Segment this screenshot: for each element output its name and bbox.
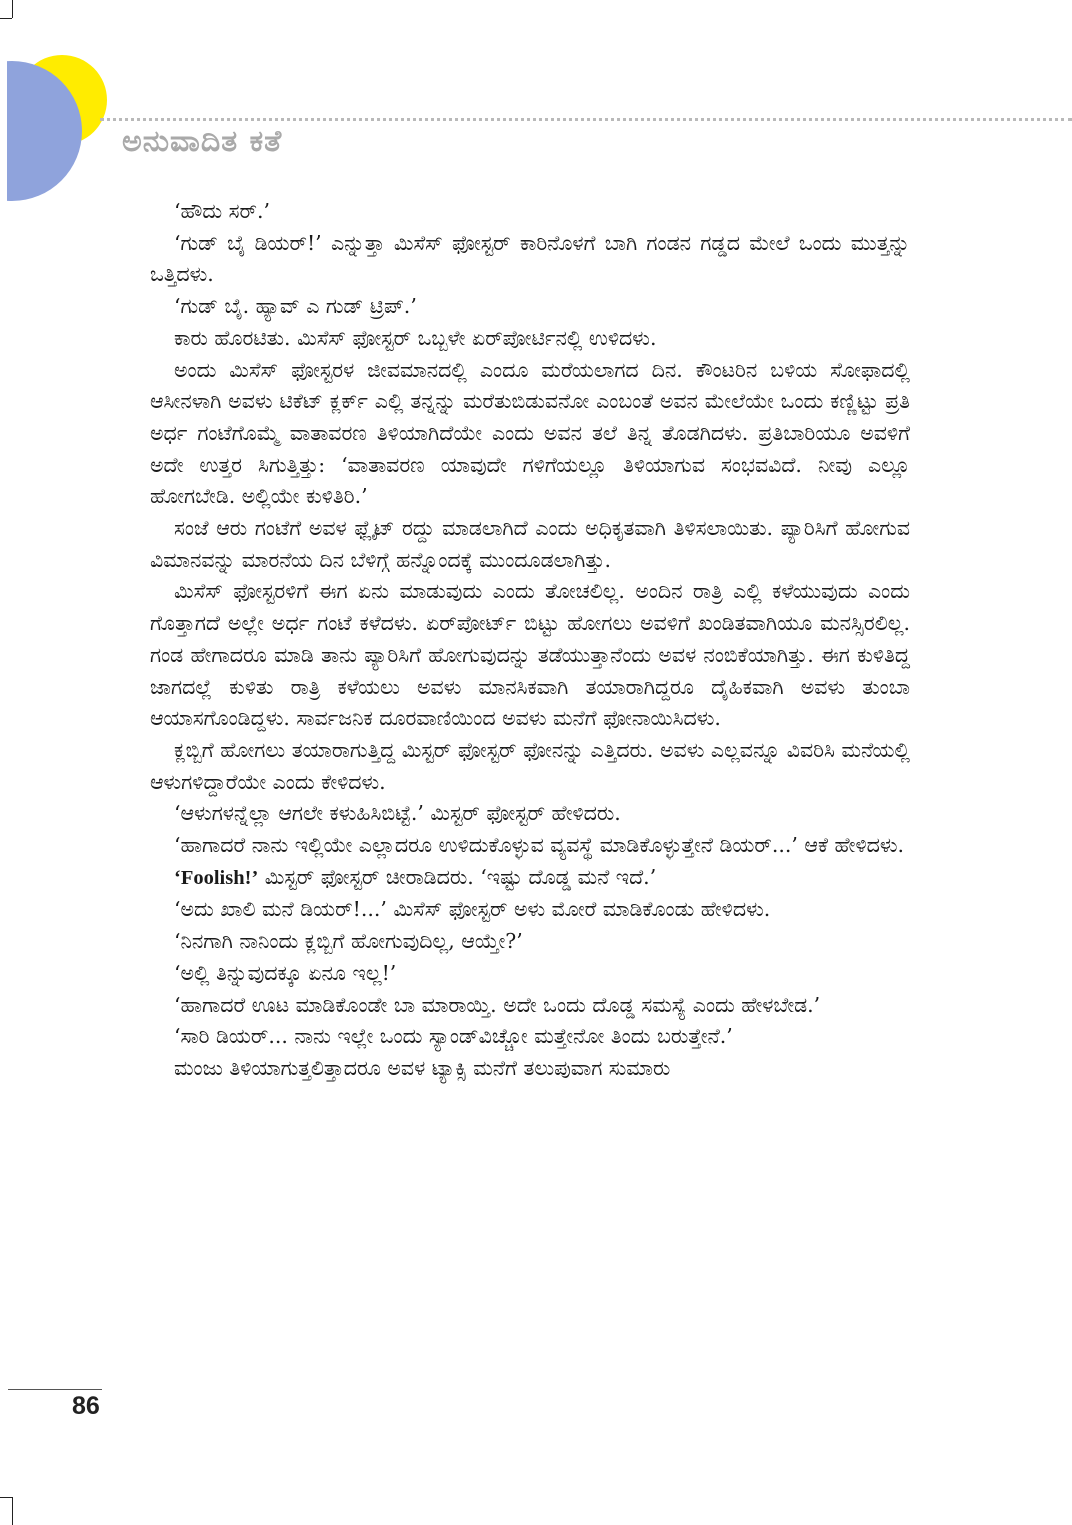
page-number: 86	[72, 1392, 100, 1420]
header-dotted-rule	[100, 118, 1072, 121]
crop-mark-bottom-vertical	[12, 1497, 13, 1525]
page-number-rule	[8, 1389, 102, 1390]
paragraph: ‘ಹಾಗಾದರೆ ಊಟ ಮಾಡಿಕೊಂಡೇ ಬಾ ಮಾರಾಯ್ತಿ. ಅದೇ ಒಂದು ದೊಡ್ಡ ಸಮಸ್ಯೆ ಎಂದು ಹೇಳಬೇಡ.’	[174, 992, 821, 1017]
paragraph: ‘ಆಳುಗಳನ್ನೆಲ್ಲಾ ಆಗಲೇ ಕಳುಹಿಸಿಬಿಟ್ಟೆ.’ ಮಿಸ್ಟರ್ ಫೋಸ್ಟರ್ ಹೇಳಿದರು.	[174, 801, 621, 826]
paragraph: ‘ಗುಡ್ ಬೈ ಡಿಯರ್!’ ಎನ್ನುತ್ತಾ ಮಿಸೆಸ್ ಫೋಸ್ಟರ್ ಕಾರಿನೊಳಗೆ ಬಾಗಿ ಗಂಡನ ಗಡ್ಡದ ಮೇಲೆ ಒಂದು ಮುತ್ತನ್ನು ಒತ್ತಿದಳು.	[150, 230, 910, 287]
paragraph: ಕಾರು ಹೊರಟಿತು. ಮಿಸೆಸ್ ಫೋಸ್ಟರ್ ಒಬ್ಬಳೇ ಏರ್‌ಪೋರ್ಟಿನಲ್ಲಿ ಉಳಿದಳು.	[174, 325, 657, 350]
paragraph: ‘ಸಾರಿ ಡಿಯರ್... ನಾನು ಇಲ್ಲೇ ಒಂದು ಸ್ಯಾಂಡ್‌ವಿಚ್ಚೋ ಮತ್ತೇನೋ ತಿಂದು ಬರುತ್ತೇನೆ.’	[174, 1024, 733, 1049]
foolish-line-rest: ಮಿಸ್ಟರ್ ಫೋಸ್ಟರ್ ಚೀರಾಡಿದರು. ‘ಇಷ್ಟು ದೊಡ್ಡ ಮನೆ ಇದೆ.’	[258, 864, 657, 889]
paragraph: ‘ಗುಡ್ ಬೈ. ಹ್ಯಾವ್ ಎ ಗುಡ್ ಟ್ರಿಪ್.’	[174, 294, 417, 319]
paragraph: ಅಂದು ಮಿಸೆಸ್ ಫೋಸ್ಟರಳ ಜೀವಮಾನದಲ್ಲಿ ಎಂದೂ ಮರೆಯಲಾಗದ ದಿನ. ಕೌಂಟರಿನ ಬಳಿಯ ಸೋಫಾದಲ್ಲಿ ಆಸೀನಳಾಗಿ ಅವಳು ಟಿಕೆಟ್ ಕ್ಲರ್ಕ್ ಎಲ್ಲಿ ತನ್ನನ್ನು ಮರೆತುಬಿಡುವನೋ ಎಂಬಂತೆ ಅವನ ಮೇಲೆಯೇ ಒಂದು ಕಣ್ಣಿಟ್ಟು ಪ್ರತಿ ಅರ್ಧ ಗಂಟೆಗೊಮ್ಮೆ ವಾತಾವರಣ ತಿಳಿಯಾಗಿದೆಯೇ ಎಂದು ಅವನ ತಲೆ ತಿನ್ನ ತೊಡಗಿದಳು. ಪ್ರತಿಬಾರಿಯೂ ಅವಳಿಗೆ ಅದೇ ಉತ್ತರ ಸಿಗುತ್ತಿತ್ತು: ‘ವಾತಾವರಣ ಯಾವುದೇ ಗಳಿಗೆಯಲ್ಲೂ ತಿಳಿಯಾಗುವ ಸಂಭವವಿದೆ. ನೀವು ಎಲ್ಲೂ ಹೋಗಬೇಡಿ. ಅಲ್ಲಿಯೇ ಕುಳಿತಿರಿ.’	[150, 357, 910, 509]
story-text	[150, 196, 910, 1085]
foolish-word: ‘Foolish!’	[174, 866, 259, 889]
paragraph: ‘ಹಾಗಾದರೆ ನಾನು ಇಲ್ಲಿಯೇ ಎಲ್ಲಾದರೂ ಉಳಿದುಕೊಳ್ಳುವ ವ್ಯವಸ್ಥೆ ಮಾಡಿಕೊಳ್ಳುತ್ತೇನೆ ಡಿಯರ್...’ ಆಕೆ ಹೇಳಿದಳು.	[174, 833, 905, 858]
crop-mark-top-vertical	[12, 0, 13, 18]
paragraph: ಮಂಜು ತಿಳಿಯಾಗುತ್ತಲಿತ್ತಾದರೂ ಅವಳ ಟ್ಯಾಕ್ಸಿ ಮನೆಗೆ ತಲುಪುವಾಗ ಸುಮಾರು	[174, 1055, 671, 1080]
paragraph: ‘ಅಲ್ಲಿ ತಿನ್ನುವುದಕ್ಕೂ ಏನೂ ಇಲ್ಲ!’	[174, 960, 397, 985]
paragraph: ಸಂಜೆ ಆರು ಗಂಟೆಗೆ ಅವಳ ಫ್ಲೈಟ್ ರದ್ದು ಮಾಡಲಾಗಿದೆ ಎಂದು ಅಧಿಕೃತವಾಗಿ ತಿಳಿಸಲಾಯಿತು. ಪ್ಯಾರಿಸಿಗೆ ಹೋಗುವ ವಿಮಾನವನ್ನು ಮಾರನೆಯ ದಿನ ಬೆಳಿಗ್ಗೆ ಹನ್ನೊಂದಕ್ಕೆ ಮುಂದೂಡಲಾಗಿತ್ತು.	[150, 516, 910, 572]
paragraph: ಕ್ಲಬ್ಬಿಗೆ ಹೋಗಲು ತಯಾರಾಗುತ್ತಿದ್ದ ಮಿಸ್ಟರ್ ಫೋಸ್ಟರ್ ಫೋನನ್ನು ಎತ್ತಿದರು. ಅವಳು ಎಲ್ಲವನ್ನೂ ವಿವರಿಸಿ ಮನೆಯಲ್ಲಿ ಆಳುಗಳಿದ್ದಾರೆಯೇ ಎಂದು ಕೇಳಿದಳು.	[150, 737, 910, 794]
decorative-circles	[0, 40, 130, 220]
section-title: ಅನುವಾದಿತ ಕತೆ	[122, 124, 283, 159]
paragraph: ‘ಹೌದು ಸರ್.’	[174, 199, 271, 223]
paragraph: ‘ಅದು ಖಾಲಿ ಮನೆ ಡಿಯರ್!...’ ಮಿಸೆಸ್ ಫೋಸ್ಟರ್ ಅಳು ಮೋರೆ ಮಾಡಿಕೊಂಡು ಹೇಳಿದಳು.	[174, 897, 771, 922]
paragraph	[150, 862, 910, 895]
crop-mark-bottom-horizontal	[0, 1497, 12, 1498]
paragraph: ‘ನಿನಗಾಗಿ ನಾನಿಂದು ಕ್ಲಬ್ಬಿಗೆ ಹೋಗುವುದಿಲ್ಲ, ಆಯ್ತೇ?’	[174, 929, 523, 954]
crop-mark-top-horizontal	[0, 18, 12, 19]
paragraph: ಮಿಸೆಸ್ ಫೋಸ್ಟರಳಿಗೆ ಈಗ ಏನು ಮಾಡುವುದು ಎಂದು ತೋಚಲಿಲ್ಲ. ಅಂದಿನ ರಾತ್ರಿ ಎಲ್ಲಿ ಕಳೆಯುವುದು ಎಂದು ಗೊತ್ತಾಗದೆ ಅಲ್ಲೇ ಅರ್ಧ ಗಂಟೆ ಕಳೆದಳು. ಏರ್‌ಪೋರ್ಟ್ ಬಿಟ್ಟು ಹೋಗಲು ಅವಳಿಗೆ ಖಂಡಿತವಾಗಿಯೂ ಮನಸ್ಸಿರಲಿಲ್ಲ. ಗಂಡ ಹೇಗಾದರೂ ಮಾಡಿ ತಾನು ಪ್ಯಾರಿಸಿಗೆ ಹೋಗುವುದನ್ನು ತಡೆಯುತ್ತಾನೆಂದು ಅವಳ ನಂಬಿಕೆಯಾಗಿತ್ತು. ಈಗ ಕುಳಿತಿದ್ದ ಜಾಗದಲ್ಲೆ ಕುಳಿತು ರಾತ್ರಿ ಕಳೆಯಲು ಅವಳು ಮಾನಸಿಕವಾಗಿ ತಯಾರಾಗಿದ್ದರೂ ದೈಹಿಕವಾಗಿ ಅವಳು ತುಂಬಾ ಆಯಾಸಗೊಂಡಿದ್ದಳು. ಸಾರ್ವಜನಿಕ ದೂರವಾಣಿಯಿಂದ ಅವಳು ಮನೆಗೆ ಫೋನಾಯಿಸಿದಳು.	[150, 579, 910, 731]
